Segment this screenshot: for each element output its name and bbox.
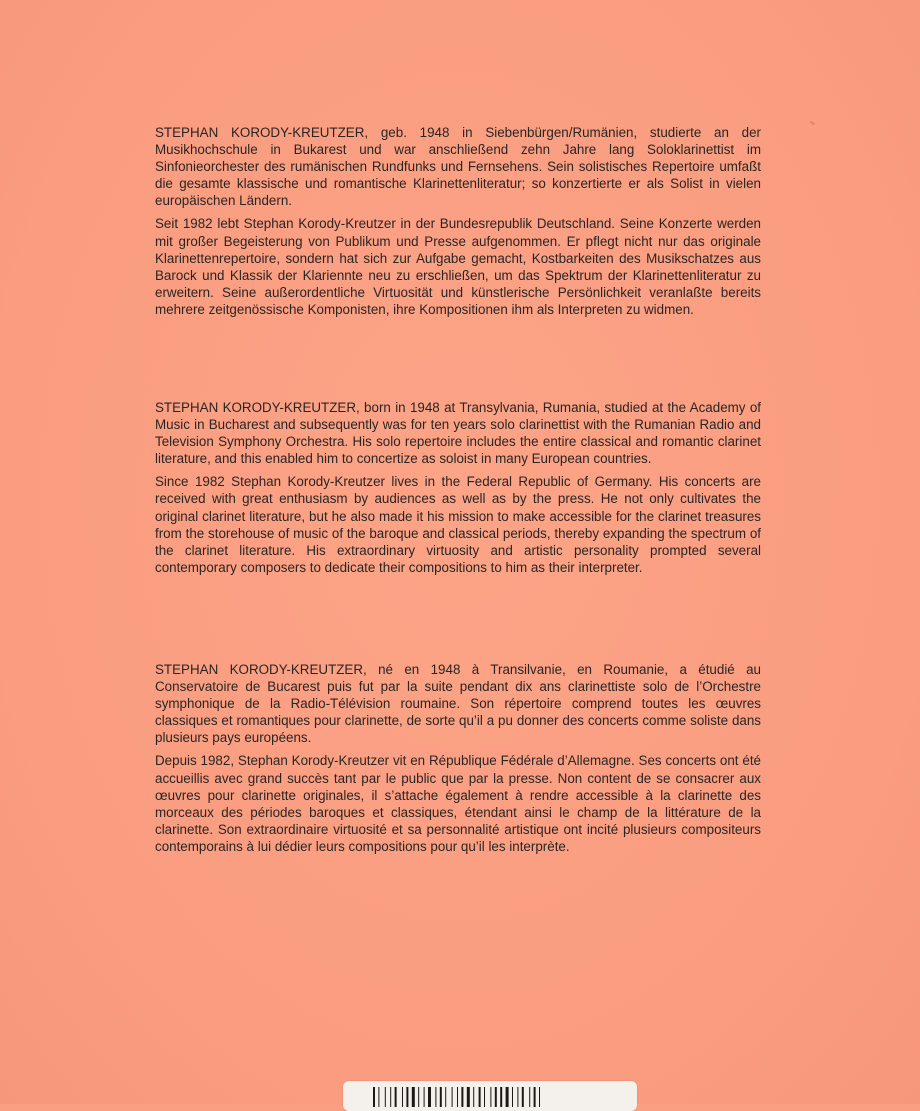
barcode-bar [539,1087,540,1107]
barcode-bar [440,1087,442,1107]
biography-german-paragraph-2: Seit 1982 lebt Stephan Korody-Kreutzer in der Bundesrepublik Deutschland. Seine Konzerte werden mit großer Begeisterung von Publikum und Presse aufgenommen. Er pflegt nicht nur das originale Klarinettenrepertoire, sondern hat sich zur Aufgabe gemacht, Kostbarkeiten des Musikschatzes aus Barock und Klassik der Klariennte neu zu erschließen, um das Spektrum der Klarinettenliteratur zu erweitern. Seine außerordentliche Virtuosität und künstlerische Persönlichkeit veranlaßte bereits mehrere zeitgenössische Komponisten, ihre Kompositionen ihm als Interpreten zu widmen. [155,216,761,317]
barcode-bar [467,1087,470,1107]
barcode-bar [484,1087,485,1107]
barcode-bar [412,1087,415,1107]
paper-speck [810,121,815,125]
barcode-bar [506,1087,509,1107]
barcode-bar [517,1087,518,1107]
barcode-bar [390,1087,391,1107]
barcode-bar [495,1087,497,1107]
barcode-bar [534,1087,536,1107]
barcode-bar [473,1087,474,1107]
barcode-bar [529,1087,530,1107]
biography-french-paragraph-1: STEPHAN KORODY-KREUTZER, né en 1948 à Transilvanie, en Roumanie, a étudié au Conservatoire de Bucarest puis fut par la suite pendant dix ans clarinettiste solo de l’Orchestre symphonique de la Radio-Télévision roumaine. Son répertoire comprend toutes les œuvres classiques et romantiques pour clarinette, de sorte qu’il a pu donner des concerts comme soliste dans plusieurs pays européens. [155,662,761,746]
barcode-bar [479,1087,481,1107]
biography-french-paragraph-2: Depuis 1982, Stephan Korody-Kreutzer vit en République Fédérale d’Allemagne. Ses concerts ont été accueillis avec grand succès tant par le public que par la presse. Non content de se consacrer aux œuvres pour clarinette originales, il s’attache également à rendre accessible à la clarinette des morceaux des périodes baroques et classiques, étendant ainsi le champ de la littérature de la clarinette. Son extraordinaire virtuosité et sa personnalité artistique ont incité plusieurs compositeurs contemporains à lui dédier leurs compositions pour qu’il les interprète. [155,753,761,854]
barcode-bar [512,1087,513,1107]
barcode-bar [461,1087,463,1107]
barcode-bar [378,1087,379,1107]
biography-english-paragraph-2: Since 1982 Stephan Korody-Kreutzer lives in the Federal Republic of Germany. His concerts are received with great enthusiasm by audiences as well as by the press. He not only cultivates the original clarinet literature, but he also made it his mission to make accessible for the clarinet treasures from the storehouse of music of the baroque and classical periods, thereby expanding the spectrum of the clarinet literature. His extraordinary virtuosity and artistic personality prompted several contemporary composers to dedicate their compositions to him as their interpreter. [155,474,761,575]
barcode-bar [406,1087,408,1107]
barcode-bar [385,1087,386,1107]
barcode-bar [424,1087,425,1107]
biography-english-paragraph-1: STEPHAN KORODY-KREUTZER, born in 1948 at Transylvania, Rumania, studied at the Academy of Music in Bucharest and subsequently was for ten years solo clarinettist with the Rumanian Radio and Television Symphony Orchestra. His solo repertoire includes the entire classical and romantic clarinet literature, and this enabled him to concertize as soloist in many European countries. [155,400,761,467]
barcode-bar [490,1087,491,1107]
biography-german-paragraph-1: STEPHAN KORODY-KREUTZER, geb. 1948 in Siebenbürgen/Rumänien, studierte an der Musikhochschule in Bukarest und war anschließend zehn Jahre lang Soloklarinettist im Sinfonieorchester des rumänischen Rundfunks und Fernsehens. Sein solistisches Repertoire umfaßt die gesamte klassische und romantische Klarinettenliteratur; so konzertierte er als Solist in vielen europäischen Ländern. [155,125,761,209]
barcode-bar [418,1087,419,1107]
barcode-bar [395,1087,397,1107]
barcode-icon [373,1087,609,1107]
barcode-bar [457,1087,458,1107]
barcode-bar [500,1087,502,1107]
barcode-bar [435,1087,436,1107]
biography-french [155,661,761,855]
barcode-bar [452,1087,453,1107]
barcode-sticker [343,1081,637,1111]
barcode-bar [522,1087,524,1107]
barcode-bar [402,1087,403,1107]
barcode-bar [428,1087,431,1107]
biography-english [155,399,761,576]
barcode-bar [373,1087,375,1107]
biography-german [155,124,761,318]
barcode-bar [445,1087,446,1107]
